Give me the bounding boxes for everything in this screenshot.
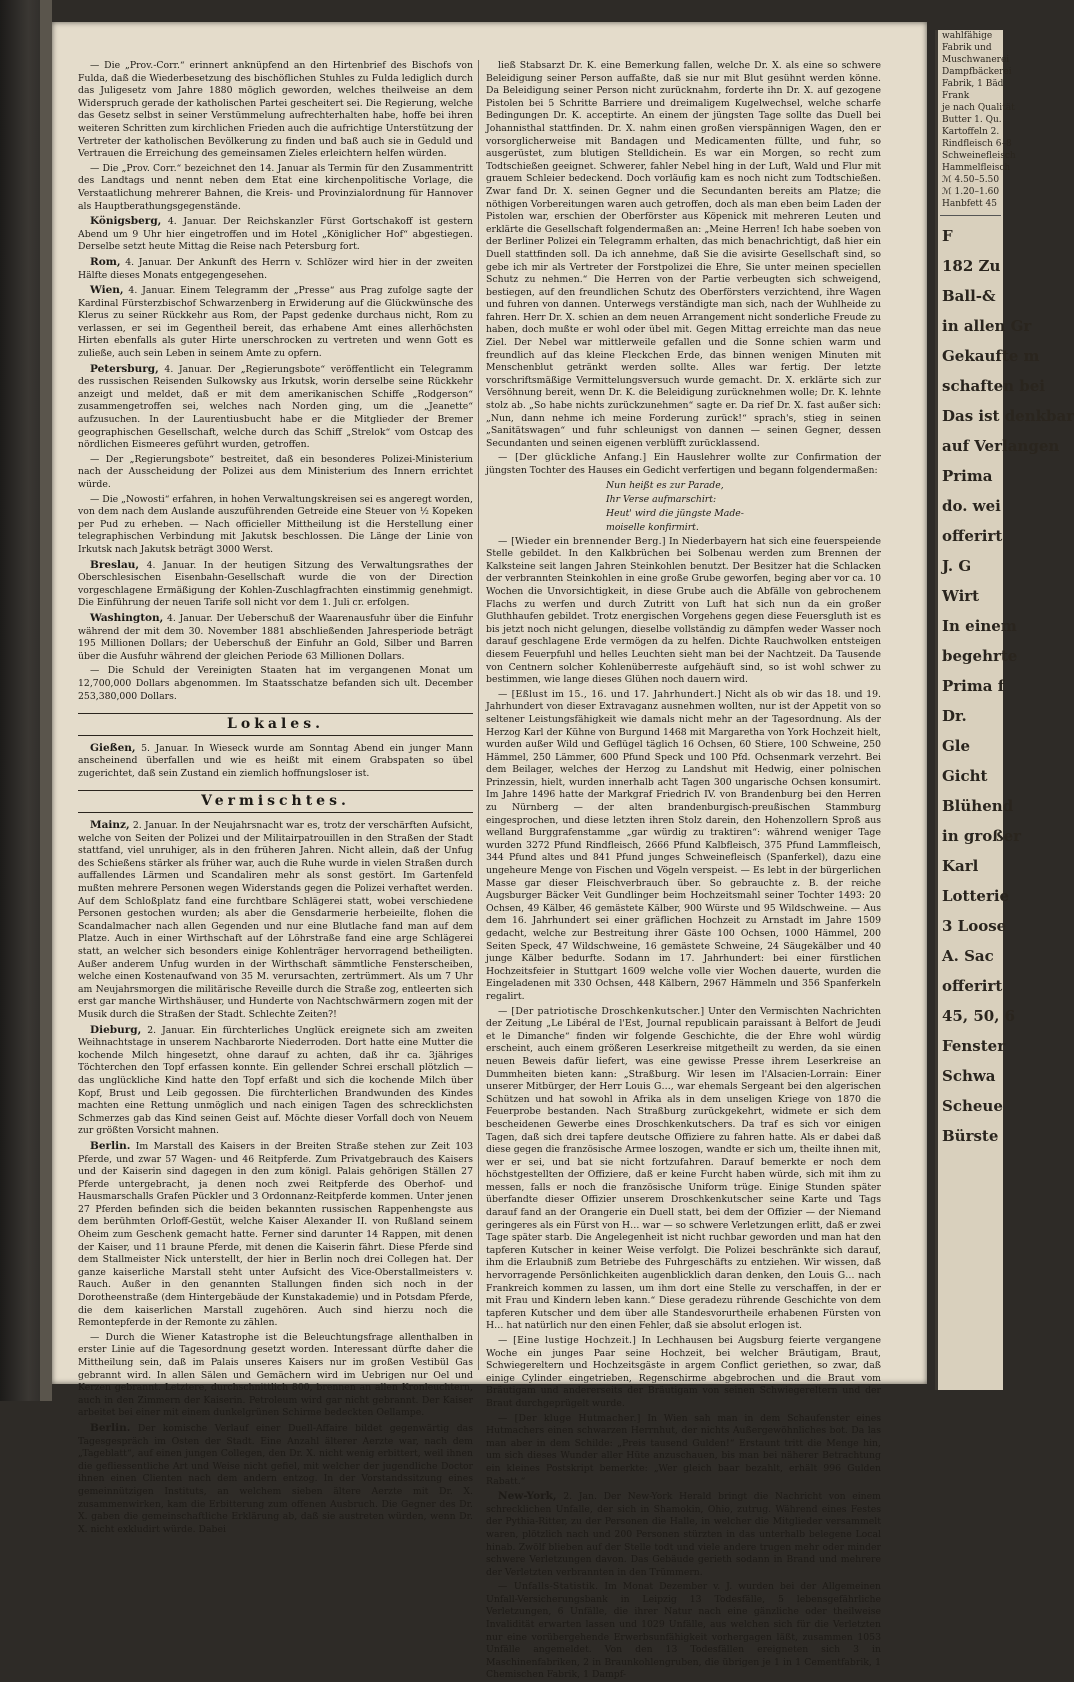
dateline: Mainz, [90,819,130,832]
article-text: — Die Schuld der Vereinigten Staaten hat im vergangenen Monat um 12,700,000 Dollars abgenommen. Im Staatsschatze befanden sich ult. December 253,380,000 Dollars. [78,665,473,702]
adjacent-page-fragment: Rindfleisch 6–8 [942,139,1012,149]
article-paragraph [78,1140,473,1330]
adjacent-page-strip [935,30,1074,1390]
dateline: Washington, [90,611,164,624]
dateline: Wien, [90,284,124,297]
article-text: 2. Januar. Ein fürchterliches Unglück ereignete sich am zweiten Weihnachtstage in unserem Nachbarorte Niederroden. Dort hatte eine Mutter die kochende Milch hingesetzt, ohne darauf zu achten, daß ihr ca. 3jähriges Töchterchen den Topf erfassen konnte. Ein gellender Schrei erschall plötzlich — das unglückliche Kind hatte den Topf erfaßt und sich die kochende Milch über Kopf, Brust und Leib gegossen. Die fürchterlichen Brandwunden des Kindes machten eine Rettung unmöglich und nach einigen Tagen des schrecklichsten Schmerzes gab das Kind seinen Geist auf. Möchte dieser Vorfall doch von Neuem zur größten Vorsicht mahnen. [78,1024,473,1137]
article-text: In Niederbayern hat sich eine feuerspeiende Stelle gebildet. In den Kalkbrüchen bei Solbenau werden zum Brennen der Kalksteine seit langen Jahren Steinkohlen benutzt. Der Besitzer hat die Schlacken der verbrannten Steinkohlen in eine große Grube geworfen, beging aber vor ca. 10 Wochen die Unvorsichtigkeit, in diese Grube auch die Abfälle von gebrochenem Flachs zu werfen und durch Zutritt von Luft hat sich nun da ein großer Gluthhaufen gebildet. Trotz energischen Vorgehens gegen diese Feuersgluth ist es bis jetzt noch nicht gelungen, dieselbe vollständig zu dämpfen weder Wasser noch darauf geschlagene Erde vermögen da zu helfen. Dichte Rauchwolken entsteigen diesem Feuerpfuhl und helles Leuchten sieht man bei der Nachtzeit. Da Tausende von Centnern solcher Kohlenüberreste aufgehäuft sind, so ist wohl schwer zu bestimmen, wie lange dieses Glühen noch dauern wird. [486,535,882,686]
adjacent-page-ad-fragment: Prima f [942,677,1005,695]
lokales-header [78,713,473,736]
adjacent-page-ad-fragment: 182 Zu [942,257,1001,275]
article-text: — Die „Prov. Corr.“ bezeichnet den 14. Januar als Termin für den Zusammentritt des Landtags und nennt neben dem Etat eine kirchenpolitische Vorlage, die Verstaatlichung mehrerer Bahnen, die Kreis- und Provinzialordnung für Hannover als Hauptberathungsgegenstände. [78,162,473,212]
article-text: 4. Januar. Der „Regierungsbote“ veröffentlicht ein Telegramm des russischen Reisenden Sulkowsky aus Irkutsk, worin derselbe seine Rückkehr anzeigt und meldet, daß er mit dem amerikanischen Schiffe „Rodgerson“ zusammengetroffen sei, welches nach Norden ging, um die „Jeanette“ aufzusuchen. In der Laurentiusbucht habe er die Mitglieder der Bremer geographischen Gesellschaft, welche durch das Schiff „Strelok“ vom Ostcap des nördlichen Eismeeres geführt wurden, getroffen. [78,363,473,451]
adjacent-page-ad-fragment: 3 Loose [942,917,1007,935]
article-text: Unter den Vermischten Nachrichten der Zeitung „Le Libéral de l'Est, Journal republicain paraissant à Belfort de Jeudi et le Dimanche“ finden wir folgende Geschichte, die der Ehre wohl würdig erscheint, auch einem größeren Leserkreise mitgetheilt zu werden, da sie einen neuen Beweis dafür liefert, was eine gewisse Presse ihrem Leserkreise an Dummheiten bieten kann: „Straßburg. Wir lesen im l'Alsacien-Lorrain: Einer unserer Mitbürger, der Herr Louis G…, war ehemals Sergeant bei den algerischen Schützen und hat sowohl in Afrika als in dem unseligen Kriege von 1870 die Feuerprobe bestanden. Nach Straßburg zurückgekehrt, widmete er sich dem bescheidenen Gewerbe eines Droschkenkutschers. Da traf es sich vor einigen Tagen, daß sich drei tapfere deutsche Offiziere zu fahren hatte. Als er dabei daß diese gegen die französische Armee loszogen, wandte er sich um, theilte ihnen mit, wer er sei, und bat sie nicht fortzufahren. Darauf bemerkte er noch dem höchstgestellten der Offiziere, daß er keine Furcht haben würde, sich mit ihm zu messen, falls er noch die französische Uniform trüge. Einige Stunden später überfandte dieser Offizier unserem Droschkenkutscher seine Karte und Tags darauf fand an der Orangerie ein Duell statt, bei dem der Offizier — der Niemand geringeres als ein Fürst von H… war — so schwere Verletzungen erlitt, daß er zwei Tage später starb. Die Angelegenheit ist nicht ruchbar geworden und man hat den tapferen Kutscher in keiner Weise verfolgt. Die Polizei beschränkte sich darauf, ihm die Erlaubniß zum Betriebe des Fuhrgeschäfts zu entziehen. Wir wissen, daß hervorragende Persönlichkeiten augenblicklich daran denken, den Louis G… nach Frankreich kommen zu lassen, um ihm dort eine Stelle zu verschaffen, in der er mit Frau und Kindern leben kann.“ Diese geradezu rührende Geschichte von dem tapferen Kutscher und dem über alle Standesvorurtheile erhabenen Fürsten von H… hat natürlich nur den einen Fehler, daß sie absolut erlogen ist. [486,1005,881,1332]
adjacent-page-fragment: Schweinefleisch [942,151,1016,161]
article-paragraph [486,1413,881,1489]
adjacent-page-ad-fragment: 45, 50, 6 [942,1007,1016,1025]
article-text: — Die „Prov.-Corr.“ erinnert anknüpfend an den Hirtenbrief des Bischofs von Fulda, daß die Wiederbesetzung des bischöflichen Stuhles zu Fulda lediglich durch das Juligesetz vom Jahre 1880 möglich geworden, welches theilweise an dem Widerspruch gerade der katholischen Partei gescheitert sei. Die Regierung, welche das Gesetz selbst in seiner Verstümmelung aufrechterhalten habe, hoffe bei ihren weiteren Schritten zum kirchlichen Frieden auch die aufrichtige Unterstützung der Vertreter der katholischen Bevölkerung zu finden und baß auch sie in Geduld und Vertrauen die Erreichung des gemeinsamen Zieles erleichtern helfen würden. [78,60,473,160]
adjacent-page-ad-fragment: A. Sac [942,947,994,965]
article-text: 4. Januar. Einem Telegramm der „Presse“ aus Prag zufolge sagte der Kardinal Fürsterzbischof Schwarzenberg in Erwiderung auf die Glückwünsche des Klerus zu seiner Rückkehr aus Rom, der Papst gedenke durchaus nicht, Rom zu verlassen, er sei im Gegentheil bereit, das erhabene Amt eines allerhöchsten Hirten ebenfalls als guter Hirte unerschrocken zu vertreten und wenn Gott es zuließe, auch sein Leben in seinem Amte zu opfern. [78,285,473,360]
article-text: Im Monat Dezember v. J. wurden bei der Allgemeinen Unfall-Versicherungsbank in Leipzig 13 Todesfälle, 5 lebensgefährliche Verletzungen, 6 Unfälle, die ihrer Natur nach eine gänzliche oder theilweise Invalidität erwarten lassen und 1029 Unfälle, aus welchen sich für die Verletzten nur eine vorübergehende Erwerbsunfähigkeit vorhergagen läßt, zusammen 1053 Unfälle angemeldet. Von den 13 Todesfällen ereigneten sich 3 in Maschinenfabriken, 2 in Braunkohlengruben, die übrigen je 1 in 1 Cementfabrik, 1 Chemischen Fabrik, 1 Dampf- [486,1581,882,1681]
adjacent-page-fragment: Hammelfleisch [942,163,1011,173]
dateline: Königsberg, [90,215,162,228]
adjacent-page-ad-fragment: Dr. [942,707,967,725]
poem-line: Ihr Verse aufmarschirt: [606,493,717,505]
adjacent-page-ad-fragment: F [942,227,953,245]
article-paragraph [78,60,473,161]
adjacent-page-fragment: Muschwanerei [942,55,1010,65]
adjacent-page-ad-fragment: Gicht [942,767,988,785]
adjacent-page-fragment: Fabrik, 1 Bäd [942,79,1004,89]
adjacent-page-ad-fragment: offerirt [942,977,1003,995]
adjacent-page-ad-fragment: In einem [942,617,1017,635]
article-paragraph [78,215,473,254]
article-text: 2. Jan. Der New-York Herald bringt die Nachricht von einem schrecklichen Unfalle, der sich in Shamokin, Ohio, zutrug. Während eines Festes der Pythia-Ritter, zu der Personen die Halle, in welcher die Mitglieder versammelt waren, plötzlich nach und 200 Personen stürzten in das unterhalb belegene Local hinab. Zwölf blieben auf der Stelle todt und viele andere trugen mehr oder minder schwere Verletzungen davon. Das Gebäude gerieth sodann in Brand und mehrere der Verletzten verbrannten in den Trümmern. [486,1491,881,1578]
article-paragraph [486,1335,881,1411]
adjacent-page-ad-fragment: schaften bei [942,377,1045,395]
adjacent-page-ad-fragment: Scheue [942,1097,1003,1115]
adjacent-page-fragment: Fabrik und [942,43,992,53]
adjacent-page-ad-fragment: Das ist denkbar [942,407,1074,425]
poem-line: Heut' wird die jüngste Made- [606,507,744,519]
article-text: — Die „Nowosti“ erfahren, in hohen Verwaltungskreisen sei es angeregt worden, von dem nach dem Auslande auszuführenden Getreide eine Steuer von ½ Kopeken per Pud zu erheben. — Nach officieller Mittheilung ist die Herstellung einer telegraphischen Verbindung mit Jakutsk beschlossen. Die Länge der Linie von Irkutsk nach Jakutsk beträgt 3000 Werst. [78,493,474,555]
adjacent-page-fragment: Dampfbäckerei [942,67,1012,77]
article-text: ließ Stabsarzt Dr. K. eine Bemerkung fallen, welche Dr. X. als eine so schwere Beleidigung seiner Person auffaßte, daß sie nur mit Blut gesühnt werden könne. Da Beleidigung seiner Person nicht zurücknahm, forderte ihn Dr. X. auf gezogene Pistolen bei 5 Schritte Barriere und dreimaligem Kugelwechsel, welche scharfe Bedingungen Dr. K. acceptirte. An einem der jüngsten Tage sollte das Duell bei Johannisthal stattfinden. Dr. X. nahm einen großen vierspännigen Wagen, den er vorsorglicherweise mit Bandagen und Medicamenten füllte, und fuhr, so ausgerüstet, zum blutigen Stelldichein. Es war ein Morgen, so recht zum Todtschießen geeignet. Schwerer, fahler Nebel hing in der Luft, Wald und Flur mit grauem Schleier bedeckend. Doch vorläufig kam es noch nicht zum Todtschießen. Zwar fand Dr. X. seinen Gegner und die Secundanten bereits am Platze; die nöthigen Vorbereitungen waren auch getroffen, doch als man eben beim Laden der Pistolen war, erschien der Oberförster aus Köpenick mit mehreren Leuten und erklärte die Gesellschaft folgendermaßen an: „Meine Herren! Ich habe soeben von der Berliner Polizei ein Telegramm erhalten, das mich benachrichtigt, daß hier ein Duell stattfinden soll. Da ich annehme, daß Sie die avisirte Gesellschaft sind, so gebe ich mir als Vertreter der Forstpolizei die Ehre, Sie unter meinen speciellen Schutz zu nehmen.“ Die Herren von der Partie verbeugten sich schweigend, bestiegen, auf den freundlichen Schutz des Oberförsters verzichtend, ihre Wagen und fuhren von dannen. Unterwegs verständigte man sich, nach der Wuhlheide zu fahren. Herr Dr. X. schien an dem neuen Arrangement nicht sonderliche Freude zu haben, doch mußte er wohl oder übel mit. Gegen Mittag erreichte man das neue Ziel. Der Nebel war mittlerweile gefallen und die Sonne schien warm und freundlich auf das kleine Fleckchen Erde, das binnen wenigen Minuten mit Menschenblut getränkt werden sollte. Alles war fertig. Der letzte vorschriftsmäßige Vermittelungsversuch wurde gemacht. Dr. X. erklärte sich zur Versöhnung bereit, wenn Dr. K. die Beleidigung zurücknehmen wolle; Dr. K. lehnte stolz ab. „So habe nichts zurückzunehmen“ sagte er. Da rief Dr. X. fast außer sich: „Nun, dann nehme ich meine Forderung zurück!“ sprach's, stieg in seinen „Sanitätswagen“ und fuhr schleunigst von dannen — seinen Gegner, dessen Secundanten und seinen eigenen verblüfft zurücklassend. [486,60,881,449]
adjacent-page-ad-fragment: Karl [942,857,979,875]
article-text: 2. Januar. In der Neujahrsnacht war es, trotz der verschärften Aufsicht, welche von Seiten der Polizei und der Militairpatrouillen in den Straßen der Stadt stattfand, viel unruhiger, als in den früheren Jahren. Nicht allein, daß der Unfug des Schießens stärker als früher war, auch die Ruhe wurde in vielen Straßen durch auffallendes Lärmen und Scandaliren mehr als sonst gestört. Im Gartenfeld mußten mehrere Personen wegen Widerstands gegen die Polizei verhaftet werden. Auf dem Schloßplatz fand eine furchtbare Schlägerei statt, wobei verschiedene Personen gestochen wurden; als aber die Gensdarmerie herbeieilte, flohen die Scandalmacher nach allen Gegenden und nur eine Blutlache fand man auf dem Platze. Auch in einer Wirthschaft auf der Löhrstraße fand eine arge Schlägerei statt, an welcher sich besonders einige Kohlenträger hervorragend betheiligten. Außer anderem Unfug wurden in der Wirthschaft sämmtliche Fensterscheiben, welche einen Kostenaufwand von 35 M. verursachten, zertrümmert. Als um 7 Uhr am Neujahrsmorgen die militärische Reveille durch die Straße zog, entleerten sich erst gar manche Wirthshäuser, und Hunderte von Nachtschwärmern zogen mit der Musik durch die Straßen der Stadt. Schlechte Zeiten?! [78,820,473,1020]
adjacent-page-ad-fragment: auf Verlangen [942,437,1060,455]
adjacent-page-fragment: je nach Qualität [942,103,1015,113]
article-paragraph [486,452,881,477]
article-paragraph [78,1024,473,1138]
adjacent-page-ad-fragment: Wirt [942,587,980,605]
column-divider [478,60,479,1370]
adjacent-page-ad-fragment: Blühend [942,797,1014,815]
lokales-heading: Lokales. [227,716,324,733]
dateline: Rom, [90,255,121,268]
dateline: Petersburg, [90,362,159,375]
article-text: In Lechhausen bei Augsburg feierte vergangene Woche ein junges Paar seine Hochzeit, bei welcher Bräutigam, Braut, Schwiegereltern und Hochzeitsgäste in argem Conflict geriethen, so zwar, daß einige Cylinder eingetrieben, Regenschirme abgebrochen und die Braut vom Bräutigam und andererseits der Bräutigam von seinen Schwiegereltern und der Braut durchgeprügelt wurde. [486,1335,881,1409]
adjacent-page-ad-fragment: Gle [942,737,971,755]
dateline: Dieburg, [90,1023,142,1036]
adjacent-page-ad-fragment: in großer [942,827,1022,845]
article-paragraph [486,689,881,1004]
article-title: — [Eßlust im 15., 16. und 17. Jahrhundert.] [498,688,722,700]
poem-line: Nun heißt es zur Parade, [606,479,724,491]
dateline: New-York, [498,1490,557,1503]
adjacent-page-ad-fragment: begehrte [942,647,1018,665]
article-text: Im Marstall des Kaisers in der Breiten Straße stehen zur Zeit 103 Pferde, und zwar 57 Wagen- und 46 Reitpferde. Zum Privatgebrauch des Kaisers und der Kaiserin sind dagegen in den zum königl. Palais gehörigen Ställen 27 Pferde untergebracht, ja denen noch zwei Reitpferde des Oberhof- und Hausmarschalls Grafen Pückler und 3 Ordonnanz-Reitpferde kommen. Unter jenen 27 Pferden befinden sich die beiden bekannten russischen Rappenhengste aus dem berühmten Orloff-Gestüt, welche Kaiser Alexander II. von Rußland seinem Oheim zum Geschenk gemacht hatte. Ferner sind darunter 14 Rappen, mit denen der Kaiser, und 11 braune Pferde, mit denen die Kaiserin fährt. Diese Pferde sind dem Stallmeister Nick unterstellt, der hier in Berlin noch drei Collegen hat. Der ganze kaiserliche Marstall steht unter Aufsicht des Vice-Oberstallmeisters v. Rauch. Außer in den genannten Stallungen finden sich noch in der Dorotheenstraße (dem Hintergebäude der Kunstakademie) und in Potsdam Pferde, die dem kaiserlichen Marstall zugehören. Auch sind hierzu noch die Remontepferde in der Remonte zu zählen. [78,1140,473,1329]
article-title: — [Der glückliche Anfang.] [498,452,647,464]
article-paragraph [78,284,473,361]
article-paragraph [78,256,473,282]
adjacent-page-ad-fragment: Bürste [942,1127,999,1145]
article-text: Der komische Verlauf einer Duell-Affaire bildet gegenwärtig das Tagesgespräch im Osten der Stadt. Eine Anzahl älterer Aerzte war, nach dem „Tageblatt“, auf einen jungen Collegen, den Dr. X. nicht wenig erbittert, weil ihnen die gefliessentliche Art und Weise nicht gefiel, mit welcher der jugendliche Doctor ihnen einen Clienten nach dem andern entzog. In der Vorstandssitzung eines gemeinnützigen Instituts, an welchem sieben ältere Aerzte mit Dr. X. zusammenwirken, kam die Erbitterung zum offenen Ausbruch. Die Gegner des Dr. X. gaben die gemeinschaftliche Erklärung ab, daß sie austreten würden, wenn Dr. X. nicht exkludirt würde. Dabei [78,1422,473,1535]
article-paragraph [486,1006,881,1333]
vermischtes-header [78,790,473,813]
article-text: 4. Januar. Der Ankunft des Herrn v. Schlözer wird hier in der zweiten Hälfte dieses Monats entgegengesehen. [78,256,473,281]
article-title: — [Der kluge Hutmacher.] [498,1412,641,1424]
article-text: 5. Januar. In Wieseck wurde am Sonntag Abend ein junger Mann anscheinend überfallen und wie es heißt mit einem Grabspaten so übel zugerichtet, daß sein Zustand ein ziemlich hoffnungsloser ist. [78,742,473,779]
article-text: Ein Hauslehrer wollte zur Confirmation der jüngsten Tochter des Hauses ein Gedicht verfertigen und begann folgendermaßen: [486,452,881,476]
binding-edge [40,0,52,1401]
political-news [78,60,473,703]
adjacent-page-fragment: ℳ 1.20–1.60 [942,187,1000,197]
article-paragraph [78,494,473,557]
adjacent-page-fragment: Butter 1. Qu. [942,115,1002,125]
article-text: Nicht als ob wir das 18. und 19. Jahrhundert von dieser Extravaganz ausnehmen wollten, nur ist der Appetit von so seltener Leistungsfähigkeit wie damals nicht mehr an der Tagesordnung. Als der Herzog Karl der Kühne von Burgund 1468 mit Margaretha von York Hochzeit hielt, wurden außer Wild und Geflügel täglich 16 Ochsen, 60 Stiere, 100 Schweine, 250 Hämmel, 250 Lämmer, 600 Pfund Speck und 100 Pfd. Ochsenmark verzehrt. Bei dem Beilager, welches der Herzog zu Landshut mit Hedwig, einer polnischen Prinzessin, hielt, wurden innerhalb acht Tagen 300 ungarische Ochsen konsumirt. Im Jahre 1496 hatte der Markgraf Friedrich IV. von Brandenburg bei den Herren zu Nürnberg — der alten brandenburgisch-preußischen Stammburg eingesprochen, und diese letzten ihren Stolz darein, den Hohenzollern Sproß aus welland Burggrafenstamme „gar würdig zu traktiren“: während weniger Tage wurden 3272 Pfund Rindfleisch, 2666 Pfund Kalbfleisch, 375 Pfund Lammfleisch, 344 Pfund altes und 841 Pfund junges Schweinefleisch (Spanferkel), dazu eine ungeheure Menge von Fischen und Vögeln verspeist. — Es lebt in der bürgerlichen Masse gar dieser Fleischverbrauch über. So gebrauchte z. B. der reiche Augsburger Bäcker Veit Gundlinger beim Hochzeitsmahl seiner Tochter 1493: 20 Ochsen, 49 Kälber, 46 gemästete Kälber, 900 Würste und 95 Wildschweine. — Aus dem 16. Jahrhundert sei einer gräflichen Hochzeit zu Arnstadt im Jahre 1509 gedacht, welche zur Bestreitung ihrer Gäste 100 Ochsen, 1000 Hämmel, 200 Seiten Speck, 47 Wildschweine, 16 gemästete Schweine, 24 Säugekälber und 40 junge Kälber bedurfte. Sodann im 17. Jahrhundert: bei einer fürstlichen Hochzeitsfeier in Stuttgart 1609 welche volle vier Wochen dauerte, wurden die Eingeladenen mit 330 Ochsen, 448 Kälbern, 2967 Hämmeln und 356 Spanferkeln regalirt. [486,688,881,1002]
article-paragraph [78,665,473,703]
vermischtes-news [78,819,473,1536]
adjacent-page-fragment: Frank [942,91,970,101]
article-paragraph [78,612,473,663]
right-column [486,60,882,1681]
adjacent-page-ad-fragment: Ball-& [942,287,996,305]
poem-line: moiselle konfirmirt. [606,521,699,533]
article-paragraph [78,819,473,1022]
adjacent-page-fragment: ℳ 4.50–5.50 [942,175,1000,185]
adjacent-page-ad-fragment: Schwa [942,1067,996,1085]
adjacent-page-ad-fragment: Lotterie [942,887,1010,905]
article-text: — Der „Regierungsbote“ bestreitet, daß ein besonderes Polizei-Ministerium nach der Ausscheidung der Polizei aus dem Ministerium des Innern errichtet würde. [78,453,473,490]
adjacent-page-ad-fragment: J. G [942,557,972,575]
adjacent-page-ad-fragment: Fenster [942,1037,1006,1055]
article-paragraph [486,1581,881,1682]
article-paragraph [78,1422,473,1536]
article-title: — [Eine lustige Hochzeit.] [498,1335,637,1346]
article-paragraph [78,363,473,452]
adjacent-page-ad-fragment: Prima [942,467,993,485]
adjacent-page-ad-fragment: do. wei [942,497,1001,515]
article-title: — Unfalls-Statistik. [498,1581,599,1593]
adjacent-page-ad-fragment: in allen Gr [942,317,1032,335]
adjacent-page-ad-fragment: Gekaufte m [942,347,1040,365]
vermischtes-continued [486,60,881,1682]
left-column [78,60,474,1535]
article-text: In Wien sah man in dem Schaufenster eines Hutmachers einen schwarzen Herrnhut, der nichts Außergewöhnliches bot. Da las man aber in dem Schilde: „Preis tausend Gulden!“ Erstaunt tritt die Menge hin, um sich dieses Wunder aller Hüte anzuschauen, bis man bei näherer Betrachtung ein kleines Postskript bemerkte: „Wer gleich baar bezahlt, erhält 996 Gulden Rabatt.“ [486,1412,881,1487]
article-paragraph [486,60,881,450]
dateline: Berlin. [90,1139,131,1152]
article-paragraph [78,454,473,492]
article-paragraph [78,163,473,213]
adjacent-page-fragment: Hanbfett 45 [942,199,997,209]
article-text: 4. Januar. In der heutigen Sitzung des Verwaltungsrathes der Oberschlesischen Eisenbahn-Gesellschaft wurde die von der Direction vorgeschlagene Ermäßigung der Kohlen-Zuschlagfrachten einstimmig genehmigt. Die Einführung der neuen Tarife soll nicht vor dem 1. Juli cr. erfolgen. [78,559,473,609]
adjacent-page-ad-fragment: offerirt [942,527,1003,545]
adjacent-page-rule [940,215,1001,216]
dateline: Berlin. [90,1421,131,1434]
adjacent-page-fragment: wahlfähige [942,31,993,41]
article-text: 4. Januar. Der Ueberschuß der Waarenausfuhr über die Einfuhr während der mit dem 30. November 1881 abschließenden Jahresperiode beträgt 195 Millionen Dollars; der Ueberschuß der Einfuhr an Gold, Silber und Barren über die Ausfuhr während der gleichen Periode 63 Millionen Dollars. [78,612,473,662]
adjacent-page-fragment: Kartoffeln 2. [942,127,1000,137]
article-text: 4. Januar. Der Reichskanzler Fürst Gortschakoff ist gestern Abend um 9 Uhr hier eingetroffen und im Hotel „Königlicher Hof“ abgestiegen. Derselbe setzt heute Mittag die Reise nach Petersburg fort. [78,216,473,253]
article-paragraph [78,1332,473,1420]
article-text: — Durch die Wiener Katastrophe ist die Beleuchtungsfrage allenthalben in erster Linie auf die Tagesordnung gesetzt worden. Interessant dürfte daher die Mittheilung sein, daß im Palais unseres Kaisers nur im großen Vestibül Gas gebrannt wird. In allen Sälen und Gemächern wird im Uebrigen nur Oel und Kerzen gebrannt. Letztere, durchschnittlich 800, brennen an allen Kronleuchtern, auch in den Zimmern der Kaiserin. Petroleum wird gar nicht gebrannt. Der Kaiser arbeitet bei einer mit einem dunkelgrünen Schirme bedeckten Oellampe. [78,1331,473,1419]
article-paragraph [78,559,473,610]
lokales-news [78,742,473,781]
article-title: — [Wieder ein brennender Berg.] [498,535,666,547]
article-paragraph [486,1490,881,1579]
article-title: — [Der patriotische Droschkenkutscher.] [498,1005,705,1017]
article-paragraph [78,742,473,781]
vermischtes-heading: Vermischtes. [201,793,350,810]
dateline: Breslau, [90,558,140,571]
dateline: Gießen, [90,741,136,754]
article-paragraph [486,536,881,687]
